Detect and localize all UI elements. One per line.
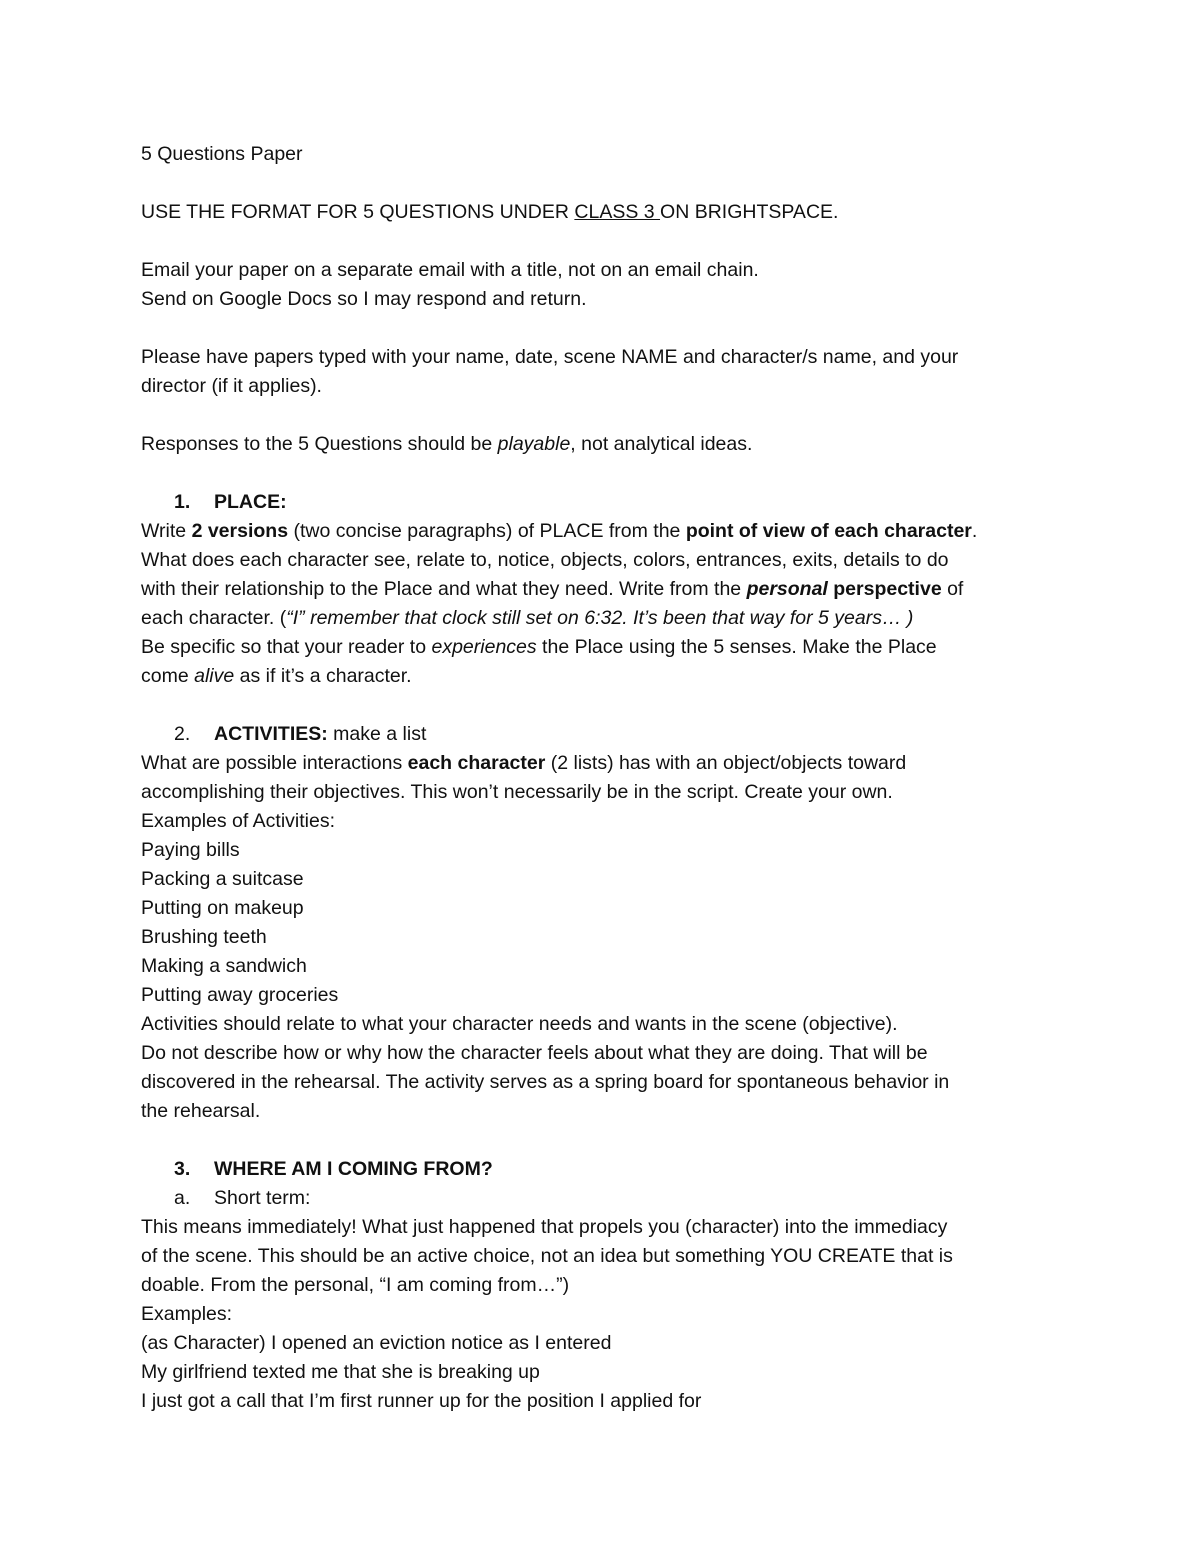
activity-example: Making a sandwich [141, 955, 307, 977]
question-3-sub-label: Short term: [214, 1187, 311, 1209]
question-3-sub-number: a. [174, 1187, 191, 1209]
typed-instruction-line: director (if it applies). [141, 375, 322, 397]
question-1-line [141, 604, 1071, 633]
question-1-title: PLACE: [214, 491, 287, 513]
email-instruction-line: Email your paper on a separate email with a title, not on an email chain. [141, 259, 759, 281]
typed-instruction-line: Please have papers typed with your name, date, scene NAME and character/s name, and your [141, 346, 959, 368]
question-2-title: ACTIVITIES: [214, 723, 328, 745]
question-3-line: doable. From the personal, “I am coming from…”) [141, 1274, 570, 1296]
question-3-heading [141, 1155, 1071, 1184]
question-3-number: 3. [174, 1158, 191, 1180]
format-instruction [141, 198, 1071, 227]
question-3-examples-label: Examples: [141, 1303, 233, 1325]
question-1-heading [141, 488, 1071, 517]
q2-text: What are possible interactions [141, 752, 408, 774]
question-1-number: 1. [174, 491, 191, 513]
q1-bold-text: point of view of each character [685, 520, 972, 542]
activity-example: Packing a suitcase [141, 868, 304, 890]
q1-text: the Place using the 5 senses. Make the Place [536, 636, 937, 658]
responses-before: Responses to the 5 Questions should be [141, 433, 498, 455]
email-instruction-line: Send on Google Docs so I may respond and return. [141, 288, 587, 310]
question-3-example: My girlfriend texted me that she is breaking up [141, 1361, 540, 1383]
question-1-line [141, 633, 1071, 662]
responses-after: , not analytical ideas. [570, 433, 753, 455]
question-2-title-rest: make a list [327, 723, 427, 745]
question-2-heading [141, 720, 1071, 749]
question-3-line: This means immediately! What just happened that propels you (character) into the immediacy [141, 1216, 948, 1238]
q1-italic-text: “I” remember that clock still set on 6:32. It’s been that way for 5 years… ) [286, 607, 914, 629]
q1-italic-text: experiences [431, 636, 537, 658]
question-2-line: accomplishing their objectives. This won’t necessarily be in the script. Create your own. [141, 781, 893, 803]
question-2-closing-line: discovered in the rehearsal. The activity serves as a spring board for spontaneous behavior in [141, 1071, 950, 1093]
q1-text: Be specific so that your reader to [141, 636, 432, 658]
q1-text: come [141, 665, 195, 687]
q2-bold-text: each character [407, 752, 546, 774]
q1-text: Write [141, 520, 192, 542]
activity-example: Putting on makeup [141, 897, 304, 919]
playable-italic: playable [497, 433, 571, 455]
question-1-line: What does each character see, relate to, notice, objects, colors, entrances, exits, details to do [141, 549, 949, 571]
q1-text: with their relationship to the Place and what they need. Write from the [141, 578, 747, 600]
question-3-example: I just got a call that I’m first runner up for the position I applied for [141, 1390, 702, 1412]
responses-instruction [141, 430, 1071, 459]
question-1-line [141, 517, 1071, 546]
question-2-line [141, 749, 1071, 778]
activity-example: Paying bills [141, 839, 240, 861]
q2-text: (2 lists) has with an object/objects toward [545, 752, 907, 774]
question-2-closing-line: Activities should relate to what your character needs and wants in the scene (objective). [141, 1013, 898, 1035]
question-3-subheading [141, 1184, 1071, 1213]
question-1-line [141, 662, 1071, 691]
question-3-title: WHERE AM I COMING FROM? [214, 1158, 493, 1180]
question-3-example: (as Character) I opened an eviction notice as I entered [141, 1332, 612, 1354]
document-title: 5 Questions Paper [141, 143, 303, 165]
class-3-underlined: CLASS 3 [574, 201, 661, 223]
question-2-number: 2. [174, 723, 191, 745]
q1-bold-text: 2 versions [191, 520, 289, 542]
format-text-after: ON BRIGHTSPACE. [660, 201, 839, 223]
question-3-line: of the scene. This should be an active choice, not an idea but something YOU CREATE that is [141, 1245, 953, 1267]
format-text-before: USE THE FORMAT FOR 5 QUESTIONS UNDER [141, 201, 575, 223]
question-2-closing-line: the rehearsal. [141, 1100, 261, 1122]
q1-bold-italic-text: personal [746, 578, 828, 600]
question-1-line [141, 575, 1071, 604]
q1-text: as if it’s a character. [234, 665, 412, 687]
activity-example: Brushing teeth [141, 926, 267, 948]
question-2-closing-line: Do not describe how or why how the character feels about what they are doing. That will be [141, 1042, 928, 1064]
document-page [141, 140, 1071, 1416]
q1-italic-text: alive [194, 665, 235, 687]
q1-text: (two concise paragraphs) of PLACE from the [288, 520, 686, 542]
q1-bold-text: perspective [833, 578, 942, 600]
activities-examples-label: Examples of Activities: [141, 810, 335, 832]
q1-text: of [941, 578, 964, 600]
q1-text: each character. ( [141, 607, 287, 629]
q1-text: . [971, 520, 978, 542]
activity-example: Putting away groceries [141, 984, 339, 1006]
